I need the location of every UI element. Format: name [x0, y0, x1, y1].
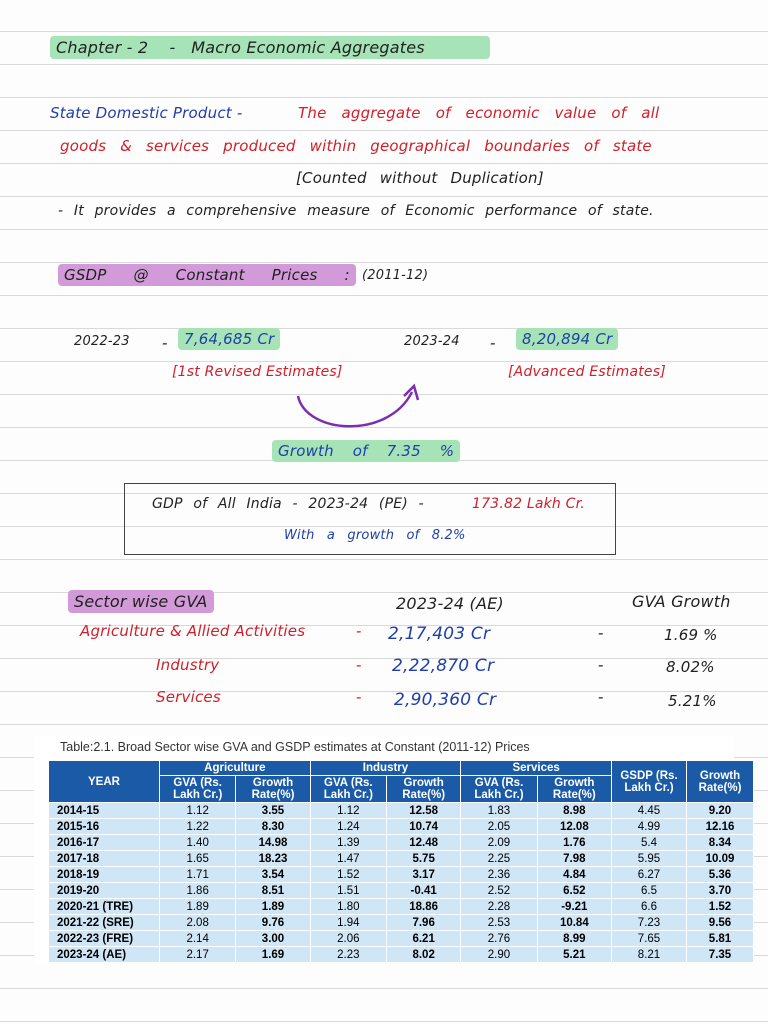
- sector-growth-industry: 8.02%: [666, 658, 715, 676]
- table-cell: 5.81: [687, 931, 754, 947]
- table-cell: 1.12: [160, 803, 236, 819]
- table-cell: 12.16: [687, 819, 754, 835]
- table-cell: 1.89: [236, 899, 310, 915]
- sector-value-services: 2,90,360 Cr: [394, 690, 497, 710]
- sector-value-agriculture: 2,17,403 Cr: [388, 624, 491, 644]
- gsdp-value-2: 8,20,894 Cr: [516, 328, 618, 350]
- table-cell-year: 2016-17: [49, 835, 160, 851]
- table-cell: 1.47: [310, 851, 386, 867]
- growth-arrow-icon: [288, 382, 428, 442]
- header-serv-growth: Growth Rate(%): [537, 776, 611, 803]
- table-cell: 8.02: [387, 947, 461, 963]
- header-gsdp-growth: Growth Rate(%): [687, 761, 754, 803]
- table-cell: 4.99: [612, 819, 687, 835]
- header-industry: Industry: [310, 761, 461, 776]
- table-cell: 1.51: [310, 883, 386, 899]
- sdp-line2: goods & services produced within geographical boundaries of state: [60, 137, 652, 155]
- table-cell: 5.21: [537, 947, 611, 963]
- table-cell: 1.86: [160, 883, 236, 899]
- table-cell: 8.30: [236, 819, 310, 835]
- table-cell: 1.22: [160, 819, 236, 835]
- sector-name-industry: Industry: [156, 656, 220, 674]
- table-cell: 8.98: [537, 803, 611, 819]
- table-cell: 7.96: [387, 915, 461, 931]
- chapter-label: Chapter - 2: [56, 38, 149, 57]
- table-cell-year: 2020-21 (TRE): [49, 899, 160, 915]
- gdp-line1-prefix: GDP of All India - 2023-24 (PE) -: [152, 496, 424, 512]
- table-title: Table:2.1. Broad Sector wise GVA and GSDP estimates at Constant (2011-12) Prices: [60, 740, 530, 754]
- sdp-term: State Domestic Product -: [50, 104, 243, 122]
- table-cell: 12.48: [387, 835, 461, 851]
- sector-dash2-agriculture: -: [598, 624, 604, 642]
- table-cell: 6.21: [387, 931, 461, 947]
- table-cell: 2.23: [310, 947, 386, 963]
- table-row: [49, 819, 754, 835]
- table-cell: 5.36: [687, 867, 754, 883]
- table-cell: 8.99: [537, 931, 611, 947]
- table-cell: 8.34: [687, 835, 754, 851]
- table-cell: 3.70: [687, 883, 754, 899]
- gdp-line2: With a growth of 8.2%: [284, 528, 466, 543]
- table-cell-year: 2018-19: [49, 867, 160, 883]
- table-cell: 2.25: [461, 851, 537, 867]
- table-cell: 1.52: [310, 867, 386, 883]
- table-cell: 4.84: [537, 867, 611, 883]
- table-cell: 2.17: [160, 947, 236, 963]
- table-cell: 9.56: [687, 915, 754, 931]
- header-services: Services: [461, 761, 612, 776]
- sector-dash-agriculture: -: [356, 622, 362, 640]
- header-agri-growth: Growth Rate(%): [236, 776, 310, 803]
- sector-dash2-industry: -: [598, 656, 604, 674]
- header-agriculture: Agriculture: [160, 761, 311, 776]
- gsdp-note-2: [Advanced Estimates]: [508, 364, 666, 380]
- gsdp-dash-1: -: [162, 334, 168, 352]
- table-cell: 12.08: [537, 819, 611, 835]
- gsdp-value-1: 7,64,685 Cr: [178, 328, 280, 350]
- table-cell: 10.84: [537, 915, 611, 931]
- table-cell: 14.98: [236, 835, 310, 851]
- table-cell: 1.65: [160, 851, 236, 867]
- table-cell: 2.08: [160, 915, 236, 931]
- chapter-dash: -: [169, 38, 176, 57]
- table-cell: 5.95: [612, 851, 687, 867]
- gsdp-note-1: [1st Revised Estimates]: [172, 364, 343, 380]
- table-cell-year: 2015-16: [49, 819, 160, 835]
- table-cell: 4.45: [612, 803, 687, 819]
- table-cell: 7.98: [537, 851, 611, 867]
- sector-name-agriculture: Agriculture & Allied Activities: [80, 622, 306, 640]
- table-cell: 12.58: [387, 803, 461, 819]
- table-cell: 1.24: [310, 819, 386, 835]
- chapter-title: Macro Economic Aggregates: [191, 38, 425, 57]
- gsdp-growth: Growth of 7.35 %: [272, 440, 460, 462]
- table-cell: 3.00: [236, 931, 310, 947]
- sector-dash-services: -: [356, 688, 362, 706]
- table-cell-year: 2023-24 (AE): [49, 947, 160, 963]
- table-cell: 5.75: [387, 851, 461, 867]
- sector-dash2-services: -: [598, 688, 604, 706]
- table-cell: 7.23: [612, 915, 687, 931]
- table-cell: 1.94: [310, 915, 386, 931]
- table-cell: -0.41: [387, 883, 461, 899]
- table-cell-year: 2019-20: [49, 883, 160, 899]
- table-row: [49, 803, 754, 819]
- table-cell: 2.76: [461, 931, 537, 947]
- table-cell: 2.52: [461, 883, 537, 899]
- table-cell: 2.90: [461, 947, 537, 963]
- table-cell: 7.35: [687, 947, 754, 963]
- table-body: [49, 803, 754, 963]
- gdp-box: [124, 483, 616, 555]
- table-row: [49, 915, 754, 931]
- sector-growth-services: 5.21%: [668, 692, 717, 710]
- table-cell: 10.74: [387, 819, 461, 835]
- table-cell: 1.12: [310, 803, 386, 819]
- table-row: [49, 835, 754, 851]
- table-cell: 1.40: [160, 835, 236, 851]
- table-row: [49, 851, 754, 867]
- table-cell: 1.83: [461, 803, 537, 819]
- table-cell: -9.21: [537, 899, 611, 915]
- sector-value-industry: 2,22,870 Cr: [392, 656, 495, 676]
- table-row: [49, 883, 754, 899]
- table-cell: 2.06: [310, 931, 386, 947]
- table-cell: 2.36: [461, 867, 537, 883]
- table-cell-year: 2021-22 (SRE): [49, 915, 160, 931]
- gsdp-base: (2011-12): [362, 268, 429, 283]
- table-cell: 6.27: [612, 867, 687, 883]
- table-cell: 10.09: [687, 851, 754, 867]
- table-cell-year: 2017-18: [49, 851, 160, 867]
- sector-name-services: Services: [156, 688, 221, 706]
- gsdp-year-2: 2023-24: [404, 334, 460, 349]
- table-cell-year: 2022-23 (FRE): [49, 931, 160, 947]
- header-serv-gva: GVA (Rs. Lakh Cr.): [461, 776, 537, 803]
- table-cell: 6.52: [537, 883, 611, 899]
- table-cell: 6.6: [612, 899, 687, 915]
- gsdp-dash-2: -: [490, 334, 496, 352]
- table-row: [49, 947, 754, 963]
- table-row: [49, 931, 754, 947]
- table-cell: 1.39: [310, 835, 386, 851]
- table-cell: 18.23: [236, 851, 310, 867]
- gdp-line1-value: 173.82 Lakh Cr.: [472, 496, 585, 512]
- table-row: [49, 867, 754, 883]
- table-cell: 2.09: [461, 835, 537, 851]
- chapter-heading: [50, 36, 490, 59]
- table-cell: 2.14: [160, 931, 236, 947]
- gva-gsdp-table: [48, 760, 754, 963]
- table-cell: 1.80: [310, 899, 386, 915]
- gva-gsdp-table-panel: [34, 736, 742, 963]
- table-cell: 9.20: [687, 803, 754, 819]
- header-agri-gva: GVA (Rs. Lakh Cr.): [160, 776, 236, 803]
- gsdp-label: GSDP @ Constant Prices :: [58, 264, 356, 286]
- sector-col-growth: GVA Growth: [632, 592, 731, 611]
- table-cell: 2.28: [461, 899, 537, 915]
- table-cell: 1.52: [687, 899, 754, 915]
- sector-col-year: 2023-24 (AE): [396, 594, 504, 613]
- table-cell: 1.71: [160, 867, 236, 883]
- sdp-line1: The aggregate of economic value of all: [298, 104, 660, 122]
- table-cell: 18.86: [387, 899, 461, 915]
- table-cell-year: 2014-15: [49, 803, 160, 819]
- table-cell: 8.51: [236, 883, 310, 899]
- table-cell: 9.76: [236, 915, 310, 931]
- sector-growth-agriculture: 1.69 %: [664, 626, 718, 644]
- header-gsdp: GSDP (Rs. Lakh Cr.): [612, 761, 687, 803]
- header-year: YEAR: [49, 761, 160, 803]
- table-cell: 3.54: [236, 867, 310, 883]
- header-ind-gva: GVA (Rs. Lakh Cr.): [310, 776, 386, 803]
- gsdp-year-1: 2022-23: [74, 334, 130, 349]
- sdp-line3: [Counted without Duplication]: [296, 169, 544, 187]
- table-cell: 3.55: [236, 803, 310, 819]
- table-cell: 3.17: [387, 867, 461, 883]
- sector-label: Sector wise GVA: [68, 590, 214, 613]
- table-cell: 1.76: [537, 835, 611, 851]
- table-cell: 7.65: [612, 931, 687, 947]
- table-cell: 2.05: [461, 819, 537, 835]
- sdp-line4: - It provides a comprehensive measure of Economic performance of state.: [58, 203, 654, 219]
- sector-dash-industry: -: [356, 656, 362, 674]
- header-ind-growth: Growth Rate(%): [387, 776, 461, 803]
- table-cell: 8.21: [612, 947, 687, 963]
- table-cell: 1.69: [236, 947, 310, 963]
- table-cell: 1.89: [160, 899, 236, 915]
- table-cell: 2.53: [461, 915, 537, 931]
- table-cell: 5.4: [612, 835, 687, 851]
- table-row: [49, 899, 754, 915]
- table-cell: 6.5: [612, 883, 687, 899]
